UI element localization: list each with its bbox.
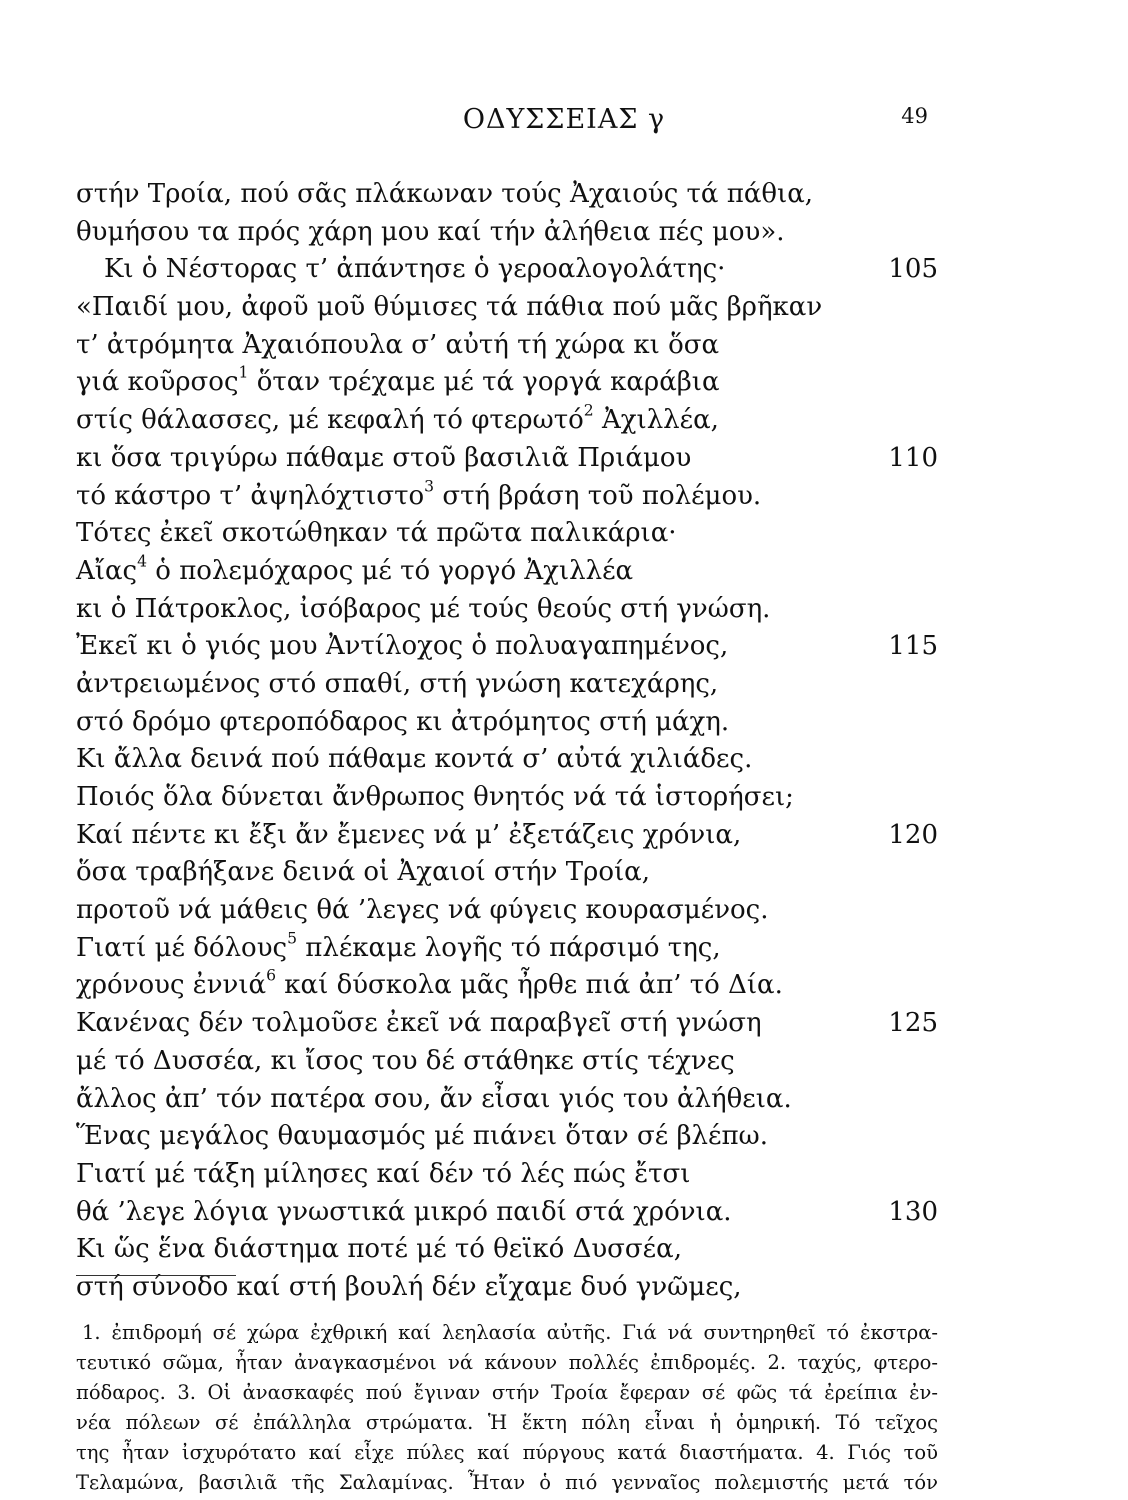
verse-text [76,1046,735,1076]
verse-text [76,782,794,812]
verse-block [76,176,938,1307]
verse-line [76,930,938,968]
verse-text [76,594,770,624]
verse-line [76,176,938,214]
verse-text [76,669,718,699]
verse-text-part: ὅταν τρέχαμε μέ τά γοργά καράβια [248,367,720,398]
verse-text [76,292,822,322]
verse-text [76,929,721,963]
verse-text-part: Ἕνας μεγάλος θαυμασμός μέ πιάνει ὅταν σέ βλέπω. [76,1121,768,1152]
verse-text [76,1197,732,1227]
verse-text [76,857,650,887]
verse-text-part: «Παιδί μου, ἀφοῦ μοῦ θύμισες τά πάθια πού μᾶς βρῆκαν [76,292,823,323]
verse-line [76,967,938,1005]
verse-line [76,478,938,516]
verse-text-part: Γιατί μέ τάξη μίλησες καί δέν τό λές πώς ἔτσι [76,1158,691,1189]
running-header-title: ΟΔΥΣΣΕΙΑΣ γ [462,104,666,135]
verse-text-part: Αἴας [76,555,138,586]
verse-line [76,628,938,666]
footnote-line: Τελαμώνα, βασιλιᾶ τῆς Σαλαμίνας. Ἦταν ὁ πιό γενναῖος πολεμιστής μετά τόν [76,1471,938,1494]
verse-line [76,892,938,930]
verse-text [76,363,720,398]
verse-text [76,707,729,737]
verse-text-part: χρόνους ἐννιά [76,970,267,1001]
verse-text-part: κι ὁ Πάτροκλος, ἰσόβαρος μέ τούς θεούς στή γνώση. [76,593,771,624]
verse-text [76,254,725,284]
line-number: 125 [888,1008,938,1039]
verse-text-part: στή βράση τοῦ πολέμου. [434,480,762,511]
verse-text [76,217,785,247]
verse-text-part: Κι ὥς ἕνα διάστημα ποτέ μέ τό θεϊκό Δυσσέα, [76,1234,682,1265]
verse-text-part: γιά κοῦρσος [76,367,239,398]
verse-line [76,327,938,365]
line-number: 105 [888,254,938,285]
verse-text-part: θά ’λεγε λόγια γνωστικά μικρό παιδί στά χρόνια. [76,1196,732,1227]
verse-line [76,402,938,440]
footnote-line: πόδαρος. 3. Οἱ ἀνασκαφές πού ἔγιναν στήν Τροία ἔφεραν σέ φῶς τά ἐρείπια ἐν- [76,1381,938,1404]
verse-text [76,330,719,360]
verse-text [76,966,783,1001]
verse-text [76,401,719,436]
verse-text [76,895,769,925]
verse-line [76,1005,938,1043]
verse-line [76,1043,938,1081]
verse-text-part: Ἀχιλλέα, [593,405,719,436]
verse-line [76,817,938,855]
verse-text [76,477,762,511]
verse-text-part: Γιατί μέ δόλους [76,932,288,963]
verse-text-part: στίς θάλασσες, μέ κεφαλή τό φτερωτό [76,405,584,436]
verse-text-part: στή σύνοδο καί στή βουλή δέν εἴχαμε δυό γνῶμες, [76,1271,742,1302]
line-number: 120 [888,819,938,850]
footnote-marker: 6 [266,966,277,985]
verse-text-part: μέ τό Δυσσέα, κι ἴσος του δέ στάθηκε στίς τέχνες [76,1045,735,1076]
verse-text-part: ἄλλος ἀπ’ τόν πατέρα σου, ἄν εἶσαι γιός του ἀλήθεια. [76,1083,792,1114]
verse-text-part: ὁ πολεμόχαρος μέ τό γοργό Ἀχιλλέα [147,555,634,586]
verse-text-part: Ἐκεῖ κι ὁ γιός μου Ἀντίλοχος ὁ πολυαγαπημένος, [76,631,729,662]
verse-text [76,631,728,661]
verse-text-part: στήν Τροία, πού σᾶς πλάκωναν τούς Ἀχαιούς τά πάθια, [76,179,814,209]
footnote-line: τευτικό σῶμα, ἦταν ἀναγκασμένοι νά κάνουν πολλές ἐπιδρομές. 2. ταχύς, φτερο- [76,1351,938,1374]
footnote-line: της ἦταν ἰσχυρότατο καί εἶχε πύλες καί πύργους κατά διαστήματα. 4. Γιός τοῦ [76,1441,938,1464]
verse-line [76,1081,938,1119]
verse-line [76,251,938,289]
verse-text-part: Κι ὁ Νέστορας τ’ ἀπάντησε ὁ γεροαλογολάτης· [104,254,726,285]
verse-text-part: τ’ ἀτρόμητα Ἀχαιόπουλα σ’ αὐτή τή χώρα κι ὅσα [76,329,720,360]
verse-line [76,1156,938,1194]
verse-line [76,289,938,327]
verse-text [76,820,741,850]
page-number: 49 [901,104,928,128]
footnotes [76,1318,938,1498]
line-number: 130 [888,1196,938,1227]
footnote-marker: 2 [583,401,594,420]
verse-text [76,518,677,548]
verse-text [76,1234,682,1264]
verse-line [76,515,938,553]
footnote-marker: 4 [137,552,148,571]
verse-text-part: Τότες ἐκεῖ σκοτώθηκαν τά πρῶτα παλικάρια· [76,518,677,549]
verse-text [76,1272,742,1302]
verse-line [76,779,938,817]
verse-text [76,443,691,473]
verse-text-part: Κι ἄλλα δεινά πού πάθαμε κοντά σ’ αὐτά χιλιάδες. [76,744,753,775]
verse-text [76,552,634,586]
footnote-marker: 5 [287,929,297,948]
verse-text-part: πλέκαμε λογῆς τό πάρσιμό της, [297,932,721,963]
verse-line [76,591,938,629]
footnote-marker: 3 [424,477,435,496]
verse-line [76,1118,938,1156]
verse-line [76,364,938,402]
verse-text-part: καί δύσκολα μᾶς ἦρθε πιά ἀπ’ τό Δία. [276,970,783,1001]
verse-line [76,553,938,591]
verse-text-part: τό κάστρο τ’ ἀψηλόχτιστο [76,480,425,511]
footnote-divider [76,1275,236,1276]
verse-line [76,666,938,704]
line-number: 115 [888,631,938,662]
verse-text-part: Ποιός ὅλα δύνεται ἄνθρωπος θνητός νά τά ἱστορήσει; [76,782,794,812]
verse-line [76,440,938,478]
verse-text [76,1084,792,1114]
verse-line [76,704,938,742]
verse-text [76,744,752,774]
verse-line [76,214,938,252]
verse-line [76,854,938,892]
footnote-line: νέα πόλεων σέ ἐπάλληλα στρώματα. Ἡ ἕκτη πόλη εἶναι ἡ ὁμηρική. Τό τεῖχος [76,1411,938,1434]
verse-line [76,741,938,779]
verse-text-part: Καί πέντε κι ἔξι ἄν ἔμενες νά μ’ ἐξετάζεις χρόνια, [76,819,742,850]
verse-text-part: Κανένας δέν τολμοῦσε ἐκεῖ νά παραβγεῖ στή γνώση [76,1008,762,1039]
verse-text [76,1159,691,1189]
verse-text-part: θυμήσου τα πρός χάρη μου καί τήν ἀλήθεια πές μου». [76,216,785,247]
footnote-line: 1. ἐπιδρομή σέ χώρα ἐχθρική καί λεηλασία αὐτῆς. Γιά νά συντηρηθεῖ τό ἐκστρα- [82,1321,938,1344]
verse-text-part: ὅσα τραβήξανε δεινά οἱ Ἀχαιοί στήν Τροία, [76,857,651,888]
verse-text [76,1008,762,1038]
footnote-marker: 1 [238,363,249,382]
verse-text [76,1121,768,1151]
verse-text-part: προτοῦ νά μάθεις θά ’λεγες νά φύγεις κουρασμένος. [76,895,769,926]
verse-text-part: κι ὅσα τριγύρω πάθαμε στοῦ βασιλιᾶ Πριάμου [76,442,692,473]
verse-text-part: ἀντρειωμένος στό σπαθί, στή γνώση κατεχάρης, [76,668,719,699]
verse-text [76,179,813,209]
verse-line [76,1231,938,1269]
verse-line [76,1194,938,1232]
line-number: 110 [888,442,938,473]
verse-text-part: στό δρόμο φτεροπόδαρος κι ἀτρόμητος στή μάχη. [76,706,730,737]
